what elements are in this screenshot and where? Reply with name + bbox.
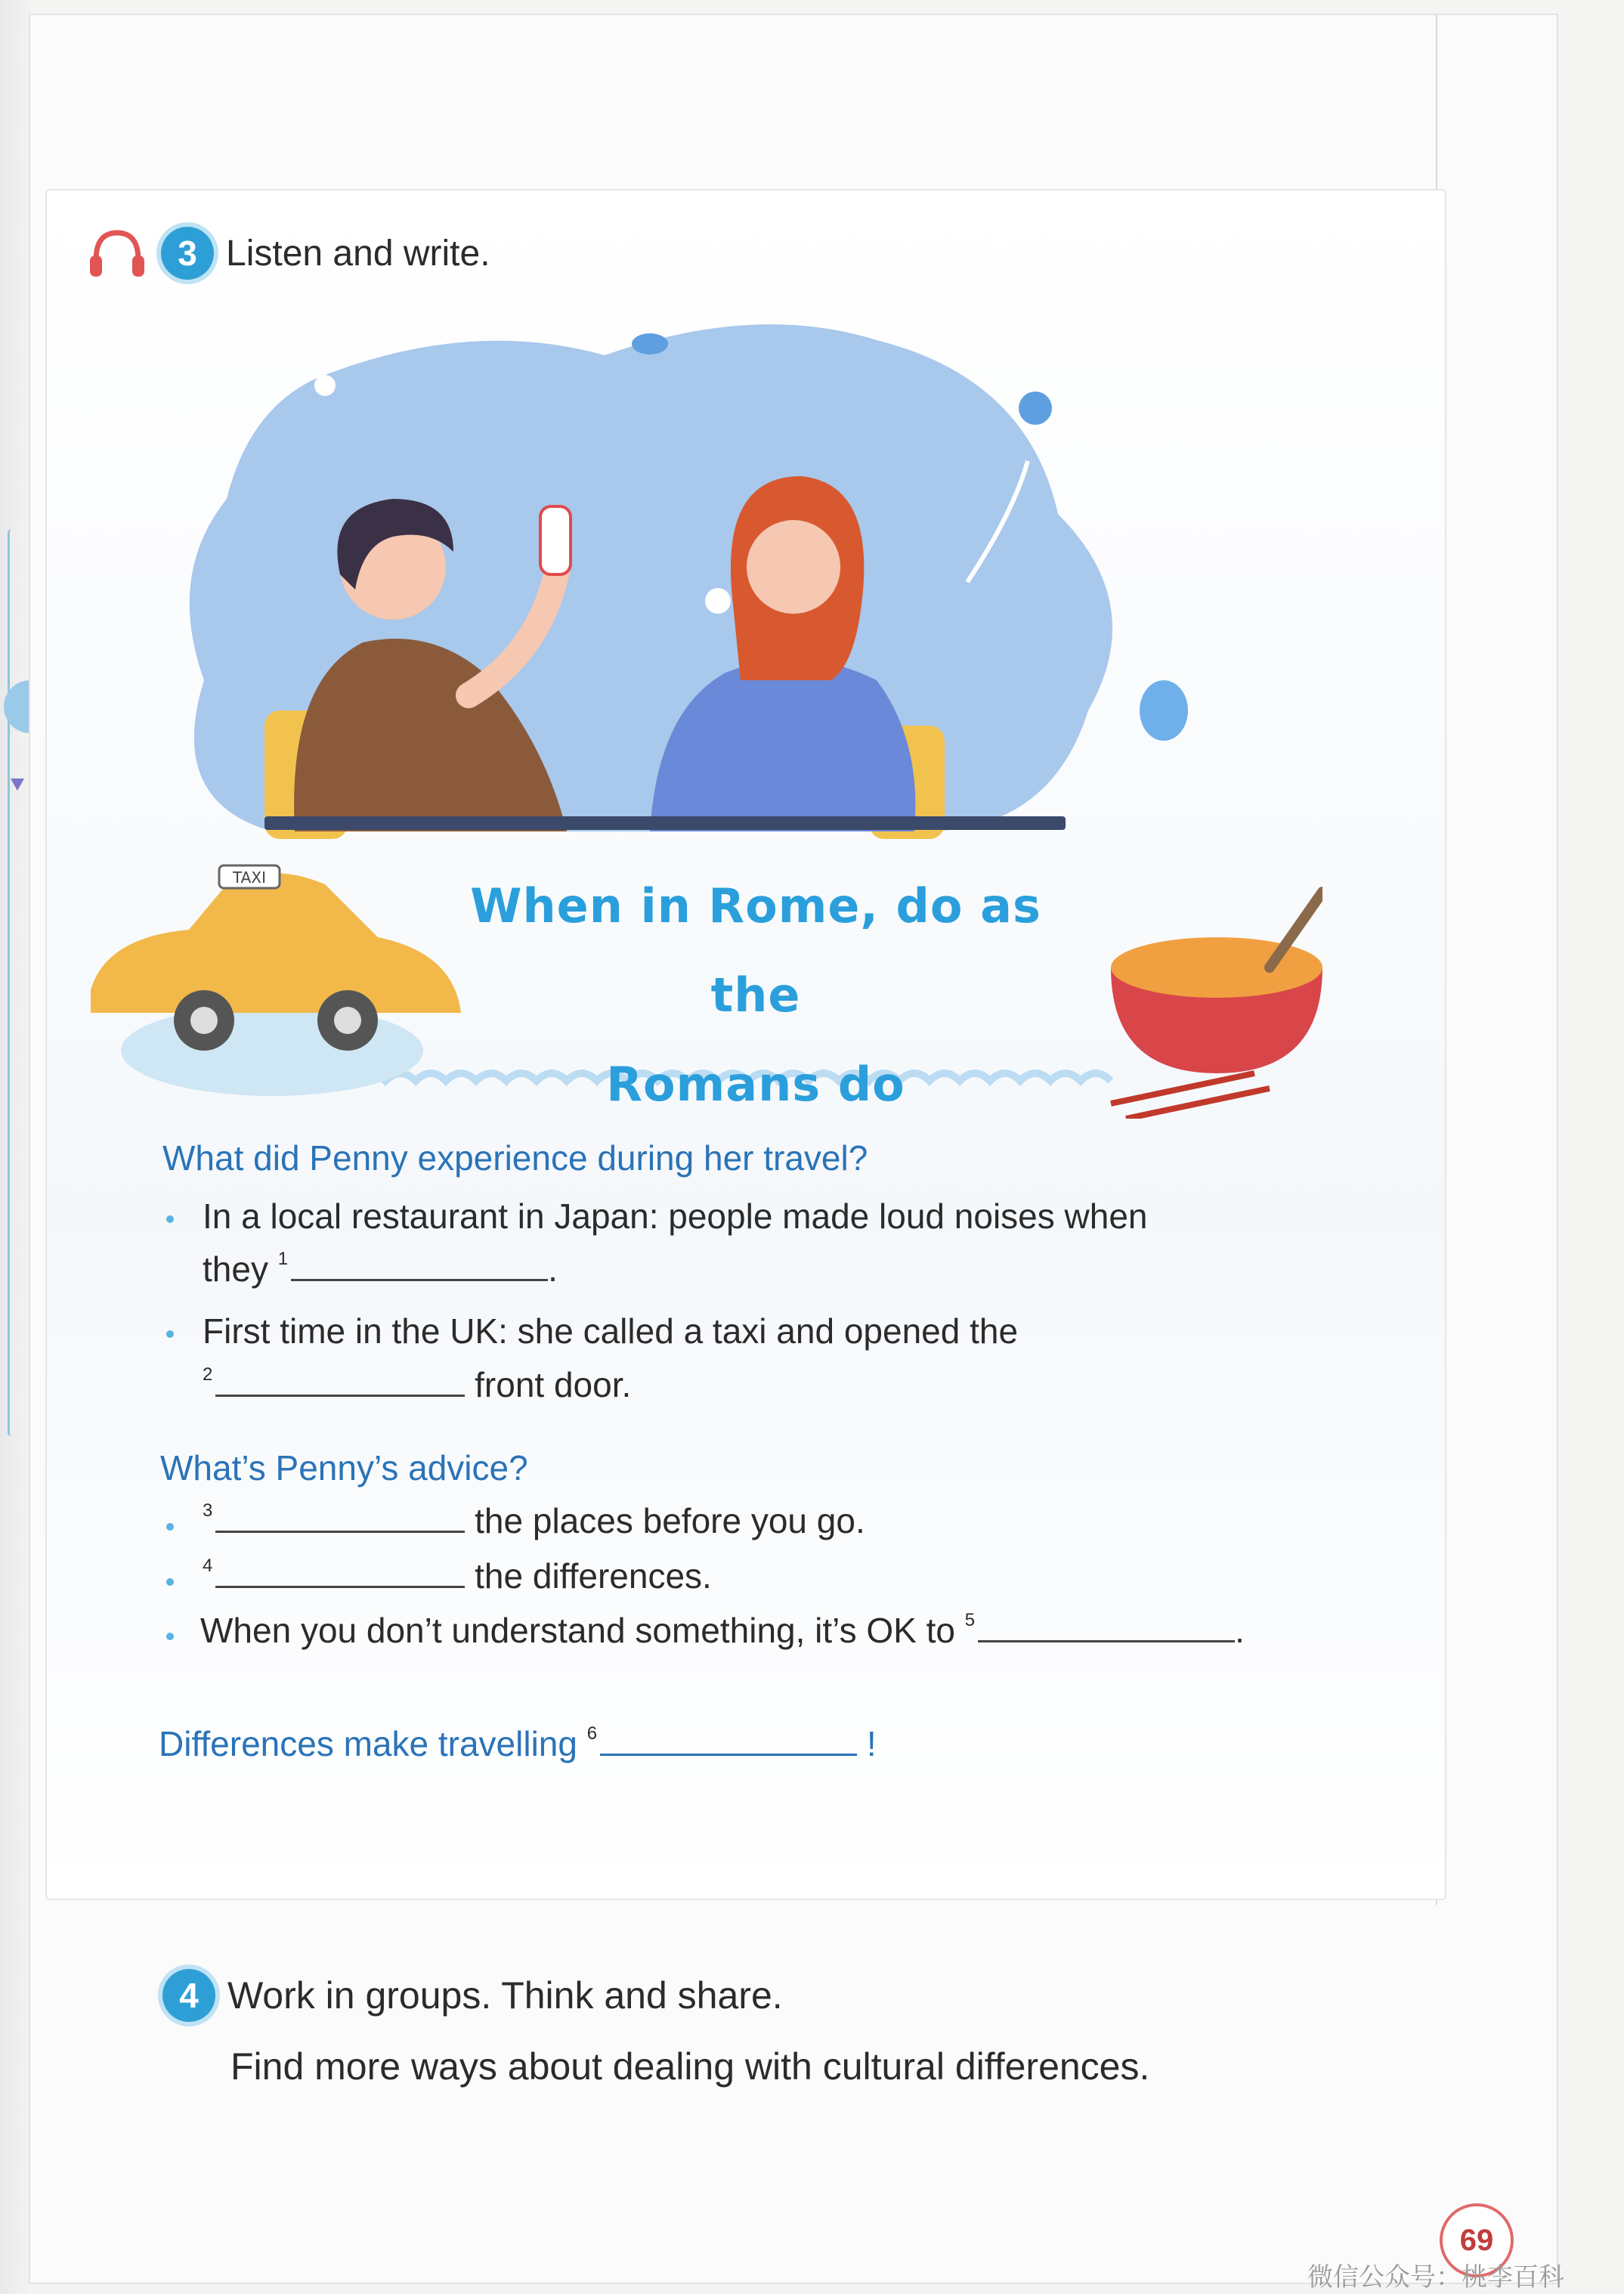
exclamation-mark: ! <box>866 1724 877 1763</box>
blank-number-6: 6 <box>586 1723 598 1744</box>
advice-3-text: When you don’t understand something, it’s OK to <box>200 1611 955 1650</box>
bullet-icon <box>166 1578 174 1586</box>
advice-2-text: the differences. <box>475 1556 712 1596</box>
bubble <box>1019 392 1052 425</box>
proverb-line-1: When in Rome, do as the <box>470 878 1041 1023</box>
blank-number-2: 2 <box>203 1364 213 1385</box>
advice-3 <box>200 1610 1245 1651</box>
proverb-banner <box>453 862 1058 1129</box>
answer-blank-6[interactable] <box>600 1723 857 1756</box>
proverb-line-2: Romans do <box>606 1057 905 1112</box>
book-spine <box>0 0 30 2294</box>
exercise-number-badge: 4 <box>162 1969 215 2022</box>
watermark-text: 微信公众号：桃李百科 <box>1307 2262 1564 2292</box>
exercise-number-badge: 3 <box>161 227 214 280</box>
advice-2 <box>203 1556 712 1596</box>
item-2-post-text: front door. <box>475 1365 632 1404</box>
item-2-line-2 <box>203 1364 631 1405</box>
bubble <box>314 375 336 396</box>
banner-top-bar <box>264 816 1066 830</box>
item-1-pre-text: they <box>203 1249 268 1289</box>
exercise-4-title: Work in groups. Think and share. <box>227 1974 783 2017</box>
differences-text: Differences make travelling <box>159 1724 577 1763</box>
headphones-icon <box>87 227 147 280</box>
answer-blank-1[interactable] <box>291 1249 548 1281</box>
bubble <box>632 333 668 354</box>
advice-3-end: . <box>1235 1611 1245 1650</box>
question-heading-advice: What’s Penny’s advice? <box>160 1448 528 1488</box>
differences-line <box>159 1723 877 1764</box>
exercise-4-header <box>162 1969 783 2022</box>
bubble <box>1140 680 1188 741</box>
exercise-4-instruction: Find more ways about dealing with cultural differences. <box>230 2045 1150 2088</box>
blank-number-4: 4 <box>203 1556 213 1576</box>
woman-right-head <box>747 520 840 614</box>
answer-blank-3[interactable] <box>215 1500 465 1533</box>
page-number: 69 <box>1440 2203 1514 2277</box>
answer-blank-4[interactable] <box>215 1556 465 1588</box>
taxi-sign-text: TAXI <box>233 868 266 887</box>
bullet-icon <box>166 1523 174 1531</box>
item-1-end: . <box>548 1249 558 1289</box>
spine-margin-line <box>8 529 14 1436</box>
exercise-3-header <box>87 227 490 280</box>
answer-blank-2[interactable] <box>215 1364 465 1397</box>
blank-number-5: 5 <box>964 1610 976 1630</box>
advice-1-text: the places before you go. <box>475 1501 865 1540</box>
blank-number-3: 3 <box>203 1500 213 1521</box>
item-1-line-1: In a local restaurant in Japan: people made loud noises when <box>203 1197 1148 1236</box>
voice-recorder <box>540 506 571 574</box>
item-1-line-2 <box>203 1249 558 1289</box>
blank-number-1: 1 <box>277 1249 289 1269</box>
bullet-icon <box>166 1215 174 1223</box>
question-heading-travel: What did Penny experience during her travel? <box>162 1138 868 1178</box>
item-2-line-1: First time in the UK: she called a taxi and opened the <box>203 1311 1019 1351</box>
bubble <box>705 588 731 614</box>
noodle-bowl-illustration <box>1111 892 1322 1119</box>
answer-blank-5[interactable] <box>978 1610 1235 1642</box>
bullet-icon <box>166 1633 174 1640</box>
exercise-title: Listen and write. <box>226 233 490 274</box>
bullet-icon <box>166 1330 174 1338</box>
taxi-illustration <box>91 865 461 1096</box>
advice-1 <box>203 1500 865 1541</box>
spine-triangle-icon <box>11 779 24 791</box>
